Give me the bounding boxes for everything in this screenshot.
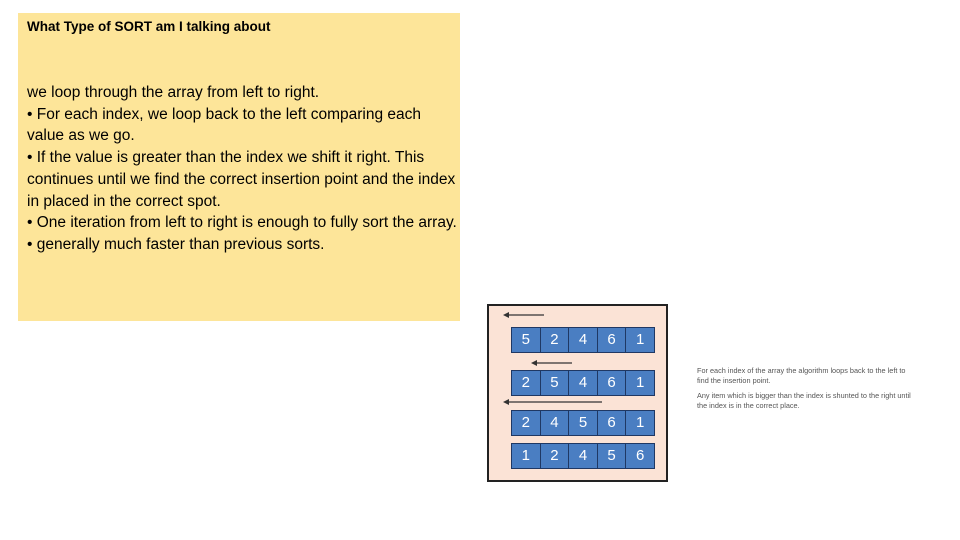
body-line: • For each index, we loop back to the left comparing each value as we go. [27,105,422,145]
array-cell: 1 [626,411,654,435]
body-text [27,82,457,256]
array-cell: 2 [512,411,541,435]
array-cell: 1 [626,328,654,352]
array-row [511,370,655,396]
array-cell: 5 [541,371,570,395]
array-cell: 6 [598,328,627,352]
array-cell: 2 [541,444,570,468]
array-cell: 2 [512,371,541,395]
array-cell: 4 [541,411,570,435]
array-cell: 4 [569,371,598,395]
array-cell: 6 [598,411,627,435]
body-line: • One iteration from left to right is enough to fully sort the array. [27,214,457,232]
array-row [511,410,655,436]
array-row [511,327,655,353]
arrow-left-icon [503,310,545,320]
caption-line: Any item which is bigger than the index is shunted to the right until the index is in the correct place. [697,391,911,410]
array-cell: 5 [569,411,598,435]
body-line: • generally much faster than previous sorts. [27,235,325,253]
array-cell: 6 [598,371,627,395]
array-cell: 6 [626,444,654,468]
text-box [18,13,460,321]
insertion-sort-diagram [487,304,668,482]
array-cell: 1 [512,444,541,468]
caption-line: For each index of the array the algorithm loops back to the left to find the insertion point. [697,366,906,385]
array-cell: 2 [541,328,570,352]
body-line: • If the value is greater than the index we shift it right. This continues until we find the correct insertion point and the index in placed in the correct spot. [27,149,456,210]
array-cell: 1 [626,371,654,395]
arrow-left-icon [503,397,603,407]
array-cell: 4 [569,328,598,352]
slide-title: What Type of SORT am I talking about [27,19,271,34]
array-cell: 5 [598,444,627,468]
arrow-left-icon [531,358,573,368]
array-cell: 5 [512,328,541,352]
array-row [511,443,655,469]
array-cell: 4 [569,444,598,468]
body-line: we loop through the array from left to right. [27,84,320,101]
diagram-caption [697,366,912,411]
